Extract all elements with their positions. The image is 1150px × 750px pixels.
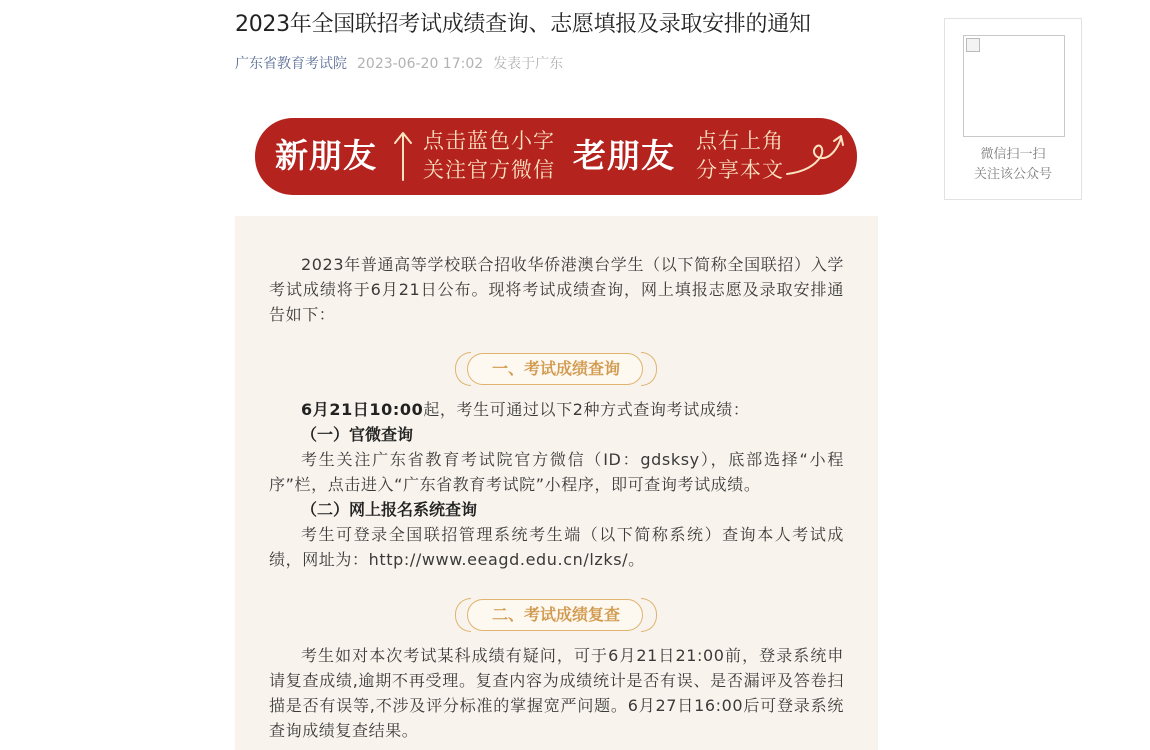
qr-caption-line1: 微信扫一扫	[980, 147, 1046, 162]
section2-text: 考生如对本次考试某科成绩有疑问，可于6月21日21:00前，登录系统申请复查成绩,逾期不再受理。复查内容为成绩统计是否有误、是否漏评及答卷扫描是否有误等,不涉及评分标准的掌握宽严问题。6月27日16:00后可登录系统查询成绩复查结果。	[269, 646, 844, 740]
article-content	[235, 216, 878, 750]
section1-sub2-text: 考生可登录全国联招管理系统考生端（以下简称系统）查询本人考试成绩，网址为：http://www.eeagd.edu.cn/lzks/。	[269, 525, 844, 569]
arrow-up-icon	[393, 130, 413, 182]
publish-date: 2023-06-20 17:02	[357, 56, 484, 72]
account-name-link[interactable]: 广东省教育考试院	[235, 56, 347, 72]
section-heading-2	[455, 598, 657, 634]
qr-code-image[interactable]	[963, 35, 1065, 137]
section1-sub1-title: （一）官微查询	[301, 425, 414, 444]
section1-lead-bold: 6月21日10:00	[301, 400, 424, 419]
section1-sub1-text: 考生关注广东省教育考试院官方微信（ID：gdsksy），底部选择“小程序”栏，点击进入“广东省教育考试院”小程序，即可查询考试成绩。	[269, 450, 844, 494]
banner-new-line2: 关注官方微信	[423, 158, 555, 182]
publish-location: 发表于广东	[493, 56, 564, 72]
intro-paragraph: 2023年普通高等学校联合招收华侨港澳台学生（以下简称全国联招）入学考试成绩将于6月21日公布。现将考试成绩查询，网上填报志愿及录取安排通告如下：	[269, 255, 844, 324]
banner-old-line2: 分享本文	[696, 158, 784, 182]
banner-old-friend: 老朋友	[573, 136, 675, 175]
broken-image-icon	[966, 38, 980, 52]
banner-new-friend: 新朋友	[275, 136, 377, 175]
section-heading-2-text: 二、考试成绩复查	[491, 605, 620, 624]
banner-old-line1: 点右上角	[696, 129, 784, 153]
section-heading-1-text: 一、考试成绩查询	[491, 359, 620, 378]
section1-lead	[269, 397, 844, 422]
section-heading-1	[455, 352, 657, 388]
qr-code-panel	[944, 18, 1082, 200]
banner-new-line1: 点击蓝色小字	[423, 129, 555, 153]
follow-share-banner	[255, 118, 857, 195]
qr-caption-line2: 关注该公众号	[973, 167, 1052, 182]
section1-lead-rest: 起，考生可通过以下2种方式查询考试成绩：	[423, 400, 750, 419]
section1-sub2-title: （二）网上报名系统查询	[301, 500, 478, 519]
qr-caption	[945, 145, 1081, 185]
article-meta	[235, 54, 563, 74]
share-curve-arrow-icon	[785, 132, 847, 180]
article-title: 2023年全国联招考试成绩查询、志愿填报及录取安排的通知	[235, 12, 811, 37]
